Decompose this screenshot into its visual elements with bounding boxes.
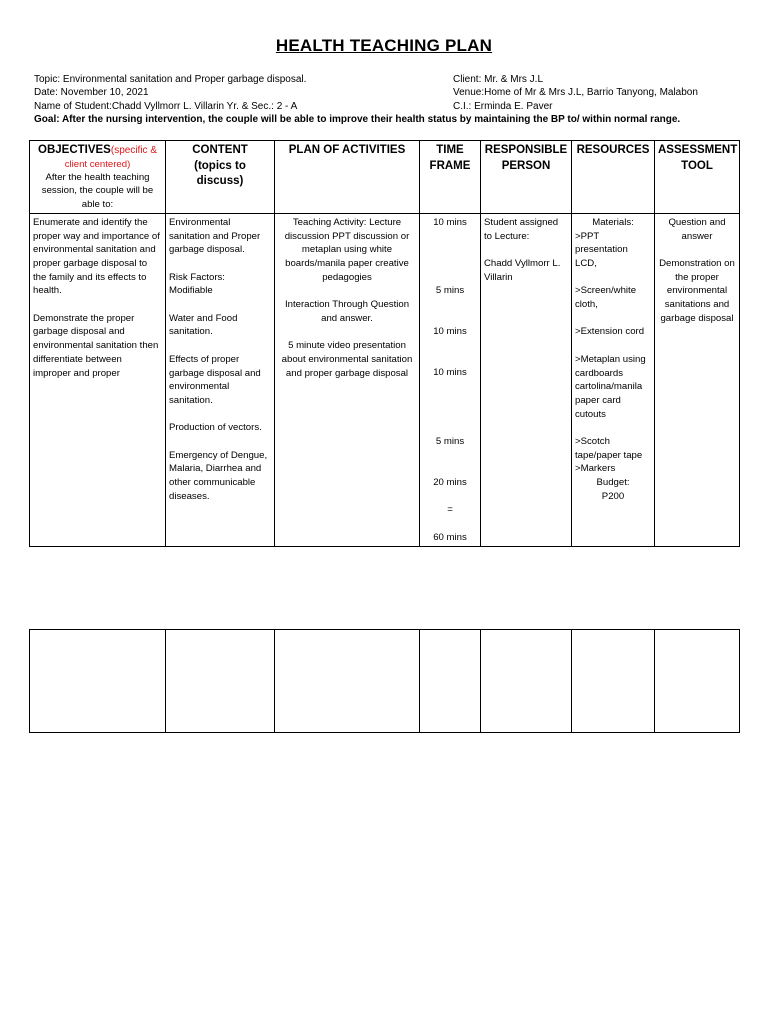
resource-item: >Screen/white cloth, [575,285,639,311]
budget-value: P200 [601,490,625,502]
time-item: 10 mins [433,367,467,379]
blank-cell [481,630,572,733]
resource-item: >Metaplan using cardboards cartolina/manila paper card cutouts [575,353,649,420]
blank-cell [572,630,655,733]
materials-label: Materials: [592,216,634,228]
goal-statement: Goal: After the nursing intervention, the couple will be able to improve their health status by maintaining the BP to/ within normal range. [34,114,681,125]
blank-cell [166,630,275,733]
topic-line: Topic: Environmental sanitation and Proper garbage disposal. [34,74,307,85]
plan-info-left [34,73,306,113]
time-item: 5 mins [435,435,465,447]
content-item: Production of vectors. [169,422,262,434]
plan-header: PLAN OF ACTIVITIES [275,141,420,214]
teaching-plan-table [29,140,740,547]
responsible-cell [481,213,572,547]
time-item: 10 mins [433,326,467,338]
resource-item: >Extension cord [575,326,645,338]
responsible-item: Student assigned to Lecture: [484,216,561,242]
budget-label: Budget: [596,477,630,489]
content-item: Effects of proper garbage disposal and environmental sanitation. [169,353,264,406]
blank-cell [420,630,481,733]
assessment-item: Question and answer [668,216,729,242]
content-header: CONTENT (topics to discuss) [166,141,275,214]
plan-item: 5 minute video presentation about environmental sanitation and proper garbage disposal [281,340,415,379]
blank-cell [655,630,740,733]
resource-item: >PPT presentation LCD, [575,230,631,269]
responsible-header: RESPONSIBLE PERSON [481,141,572,214]
client-line: Client: Mr. & Mrs J.L [453,74,544,85]
plan-cell [275,213,420,547]
objectives-header: OBJECTIVES(specific & client centered) After the health teaching session, the couple will be able to: [30,141,166,214]
blank-row [30,630,740,733]
blank-table [29,629,740,733]
assessment-header: ASSESSMENT TOOL [655,141,740,214]
objective-item: Demonstrate the proper garbage disposal and environmental sanitation then differentiate between improper and proper [33,312,162,379]
time-item: 60 mins [433,531,467,543]
assessment-item: Demonstration on the proper environmental sanitations and garbage disposal [659,257,738,324]
venue-line: Venue:Home of Mr & Mrs J.L, Barrio Tanyong, Malabon [453,87,698,99]
responsible-item: Chadd Vyllmorr L. Villarin [484,257,564,283]
content-item: Emergency of Dengue, Malaria, Diarrhea and other communicable diseases. [169,449,270,502]
blank-cell [30,630,166,733]
student-line: Name of Student:Chadd Vyllmorr L. Villarin Yr. & Sec.: 2 - A [34,100,298,112]
objective-item: Enumerate and identify the proper way and importance of environmental sanitation and proper garbage disposal to the family and its effects to health. [33,216,163,297]
time-cell [420,213,481,547]
objectives-cell [30,213,166,547]
time-item: 20 mins [433,476,467,488]
plan-item: Interaction Through Question and answer. [284,299,412,324]
plan-item: Teaching Activity: Lecture discussion PPT discussion or metaplan using white boards/manila paper creative pedagogies [284,216,412,283]
content-item: Environmental sanitation and Proper garbage disposal. [169,216,263,256]
resource-item: >Scotch tape/paper tape [575,436,643,461]
content-item: Water and Food sanitation. [169,312,241,338]
table-row [30,213,740,547]
resources-cell [572,213,655,547]
resources-header: RESOURCES [572,141,655,214]
assessment-cell [655,213,740,547]
content-cell [166,213,275,547]
content-item: Risk Factors: Modifiable [169,271,228,297]
time-header: TIME FRAME [420,141,481,214]
time-item: 5 mins [435,285,465,297]
time-item: 10 mins [433,216,467,228]
document-title: HEALTH TEACHING PLAN [275,36,493,55]
ci-line: C.I.: Erminda E. Paver [453,100,553,112]
resource-item: >Markers [575,463,616,475]
date-line: Date: November 10, 2021 [34,87,149,99]
table-header-row [30,141,740,214]
plan-info-right [453,73,698,113]
blank-cell [275,630,420,733]
time-item: = [447,504,453,516]
